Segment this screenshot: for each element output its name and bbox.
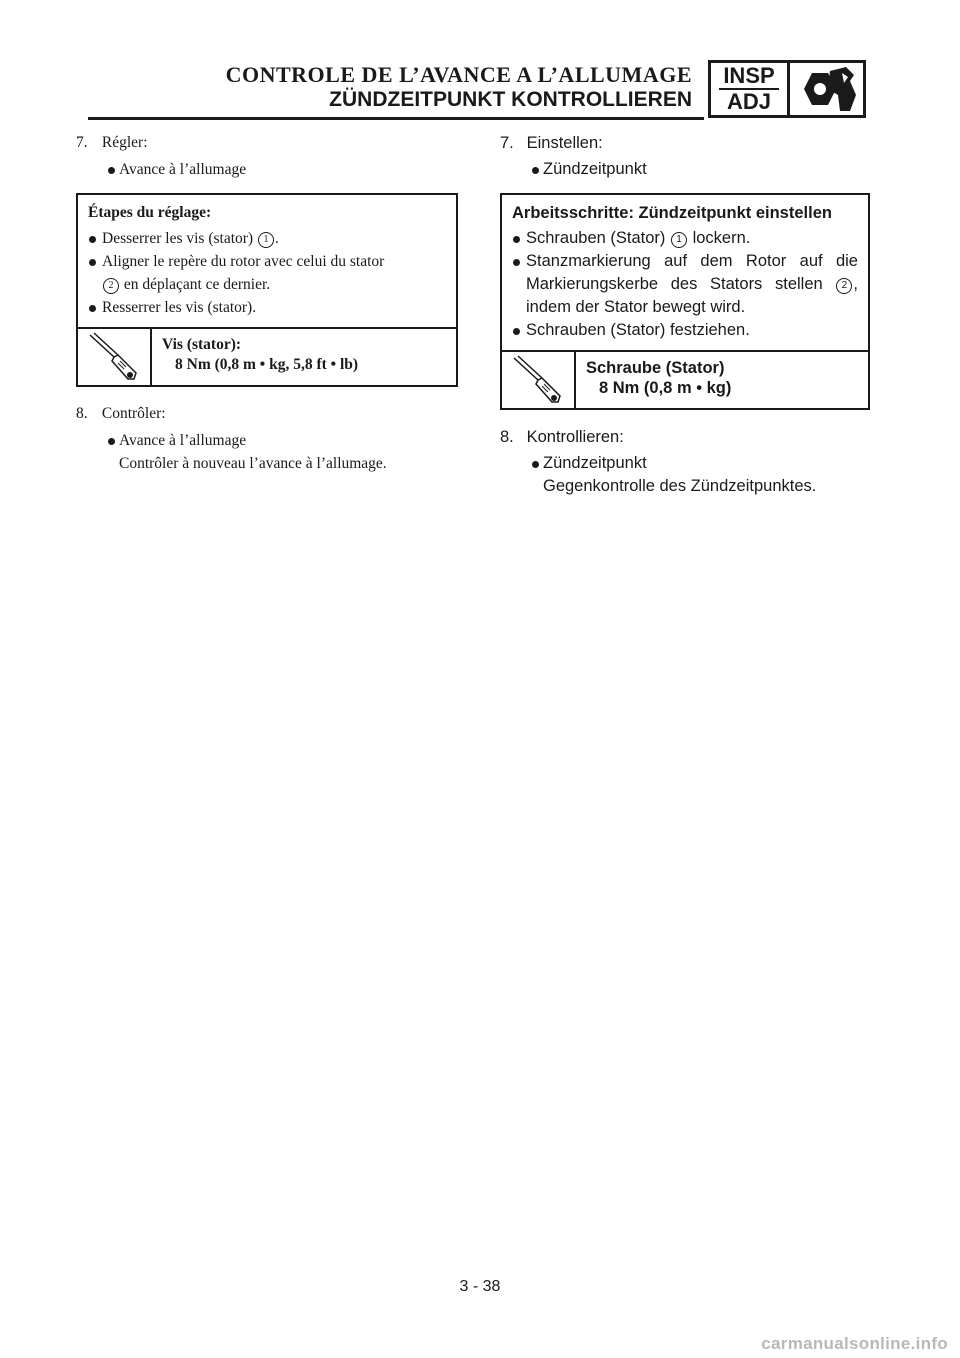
french-column xyxy=(76,132,458,475)
fr-box-heading: Étapes du réglage: xyxy=(88,204,212,221)
fr-box-item-1 xyxy=(88,227,446,250)
de-step-8-item: Zündzeitpunkt xyxy=(500,452,870,475)
ref-marker-2: 2 xyxy=(836,278,852,294)
de-step-8-number: 8. xyxy=(500,428,514,446)
fr-box-item-3: Resserrer les vis (stator). xyxy=(88,296,446,319)
badge-line1: INSP xyxy=(719,64,778,90)
de-torque-value: 8 Nm (0,8 m • kg) xyxy=(599,379,732,397)
header-title-fr: CONTROLE DE L’AVANCE A L’ALLUMAGE xyxy=(225,62,692,87)
fr-step-7-item: Avance à l’allumage xyxy=(76,158,458,181)
fr-step-8 xyxy=(76,403,458,425)
fr-torque-label: Vis (stator): xyxy=(162,336,242,353)
german-column xyxy=(500,132,870,498)
fr-adjustment-box xyxy=(76,193,458,387)
de-box-heading: Arbeitsschritte: Zündzeitpunkt einstellen xyxy=(512,204,832,222)
site-watermark: carmanualsonline.info xyxy=(761,1334,948,1353)
fr-box-item-1-text: Desserrer les vis (stator) xyxy=(102,230,254,247)
de-torque-label: Schraube (Stator) xyxy=(586,359,725,377)
de-box-item-1-text: Schrauben (Stator) xyxy=(526,229,666,247)
fr-step-7 xyxy=(76,132,458,154)
de-step-8-note: Gegenkontrolle des Zündzeitpunktes. xyxy=(543,477,817,495)
ref-marker-1: 1 xyxy=(258,232,274,248)
fr-step-8-note: Contrôler à nouveau l’avance à l’allumage. xyxy=(119,455,387,472)
ref-marker-1: 1 xyxy=(671,232,687,248)
fr-torque-value: 8 Nm (0,8 m • kg, 5,8 ft • lb) xyxy=(175,356,359,373)
de-box-item-1 xyxy=(512,227,858,250)
de-step-7 xyxy=(500,132,870,154)
fr-box-item-2-end: en déplaçant ce dernier. xyxy=(123,276,271,293)
de-box-item-1-end: lockern. xyxy=(692,229,751,247)
fr-step-8-item: Avance à l’allumage xyxy=(76,429,458,452)
page-number: 3 - 38 xyxy=(459,1278,501,1295)
de-box-item-2 xyxy=(512,250,858,319)
ref-marker-2: 2 xyxy=(103,278,119,294)
fr-step-8-label: Contrôler: xyxy=(101,405,166,422)
fr-box-item-2 xyxy=(88,250,446,296)
fr-step-8-number: 8. xyxy=(76,405,88,422)
fr-step-7-number: 7. xyxy=(76,134,88,151)
de-step-7-label: Einstellen: xyxy=(526,134,603,152)
de-step-8-label: Kontrollieren: xyxy=(526,428,624,446)
insp-adj-badge xyxy=(708,60,866,118)
badge-text xyxy=(711,63,790,115)
fr-step-7-label: Régler: xyxy=(101,134,148,151)
de-box-item-2-end: , indem der Stator bewegt wird. xyxy=(526,275,858,316)
de-box-item-3: Schrauben (Stator) festziehen. xyxy=(512,319,858,342)
fr-box-item-2-text: Aligner le repère du rotor avec celui du stator xyxy=(102,253,385,270)
de-adjustment-box xyxy=(500,193,870,410)
torque-wrench-icon xyxy=(502,352,576,408)
torque-wrench-icon xyxy=(78,329,152,385)
de-step-8 xyxy=(500,426,870,448)
de-step-7-number: 7. xyxy=(500,134,514,152)
header-rule xyxy=(88,117,704,120)
wrench-nut-icon xyxy=(790,63,863,115)
header-title-de: ZÜNDZEITPUNKT KONTROLLIEREN xyxy=(329,88,692,111)
de-step-7-item: Zündzeitpunkt xyxy=(500,158,870,181)
de-box-item-2-text: Stanzmarkierung auf dem Rotor auf die Markierungskerbe des Stators stellen xyxy=(526,252,858,293)
fr-box-item-1-end: . xyxy=(274,230,279,247)
badge-line2: ADJ xyxy=(726,89,771,114)
